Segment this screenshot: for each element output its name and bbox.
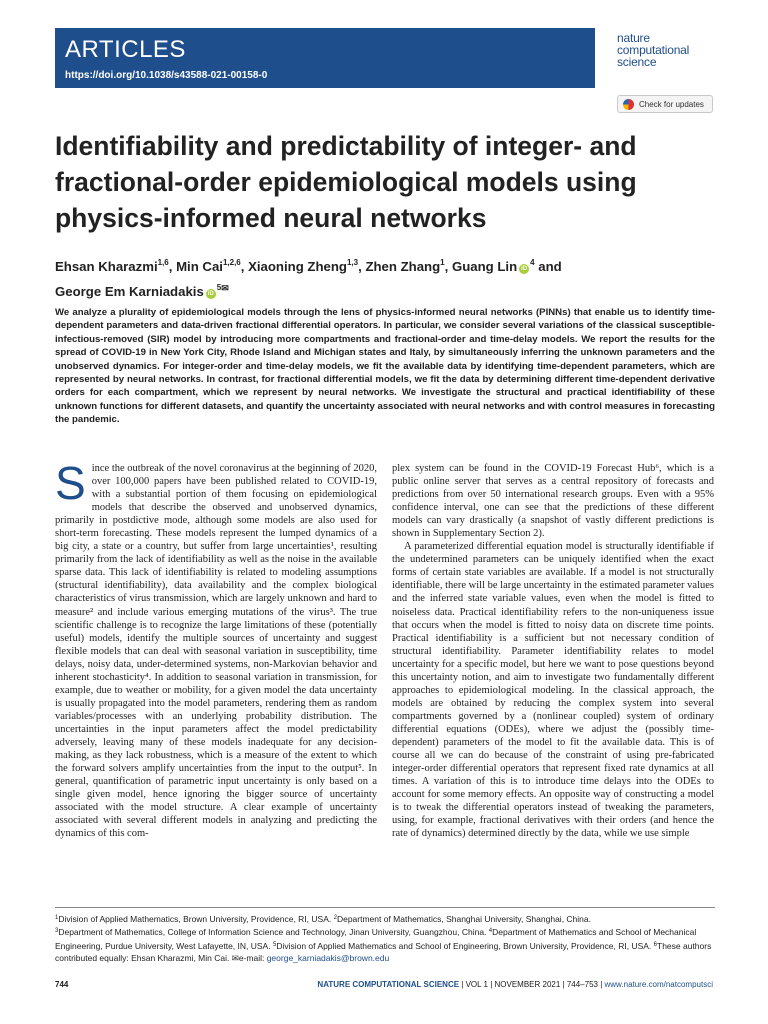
article-title: Identifiability and predictability of integer- and fractional-order epidemiological models using physics-informed neural networks: [55, 131, 637, 233]
journal-logo[interactable]: [617, 32, 727, 68]
paragraph: plex system can be found in the COVID-19 Forecast Hub⁶, which is a public online server that serves as a central repository of forecasts and predictions from over 50 international research groups. Even with a 95% confidence interval, one can see that the predictions of these different models can vary drastically (a snapshot of vastly different predictions is shown in Supplementary Section 2).: [392, 463, 714, 540]
author-affiliation: 1,3: [346, 258, 359, 267]
check-for-updates-label: Check for updates: [639, 99, 704, 109]
envelope-icon[interactable]: ✉: [221, 283, 229, 293]
author-affiliation: 4: [530, 258, 535, 267]
affiliation: Division of Applied Mathematics, Brown University, Providence, RI, USA.: [58, 914, 334, 924]
author-name[interactable]: Zhen Zhang: [365, 259, 441, 274]
logo-line-3: science: [617, 55, 657, 69]
paragraph: [55, 457, 377, 840]
affiliation: Division of Applied Mathematics and School of Engineering, Brown University, Providence, RI, USA.: [276, 940, 654, 951]
affiliation: Department of Mathematics, College of Information Science and Technology, Jinan University, Guangzhou, China.: [58, 927, 489, 938]
check-for-updates-button[interactable]: [617, 95, 713, 113]
paragraph-text: ince the outbreak of the novel coronavirus at the beginning of 2020, over 100,000 papers have been published related to COVID-19, with a substantial portion of them focusing on epidemiological models that describe the observed and unobserved dynamics, primarily in postdictive mode, although some models are also used for short-term forecasting. These models represent the lumped dynamics of a big city, a state or a country, but suffer from large uncertainties¹, resulting primarily from the lack of identifiability as well as the noise in the available sparse data. This lack of identifiability is related to modeling assumptions (structural identifiability), data availability and the complex biological characteristics of virus transmission, which are largely unknown and hard to measure² and include various emerging mutations of the virus³. The true scientific challenge is to recognize the large limitations of these (potentially useful) models, identify the multiple sources of uncertainty and suggest flexible models that can deal with seasonal variation in susceptibility, time delays, noisy data, under-determined systems, non-Markovian behavior and inherent stochasticity⁴. In addition to seasonal variation in transmission, for example, due to weather or mobility, for a given model the data uncertainty is usually propagated into the model parameters, rendering them as random variables/processes with an underlying probability distribution. The uncertainties in the input parameters affect the model predictability adversely, leaving many of these models inadequate for any decision-making, as they lack robustness, which is a measure of the extent to which the forward solvers amplify uncertainties from the input to the output⁵. In general, quantification of parametric input uncertainty is only based on a single given model, hence ignoring the bigger source of uncertainty associated with the model structure. A clear example of uncertainty associated with several different models in analyzing and predicting the dynamics of this com-: [55, 463, 377, 840]
section-banner: [55, 28, 595, 88]
footer-info: | VOL 1 | NOVEMBER 2021 | 744–753 |: [459, 980, 605, 989]
author-affiliation: 5: [216, 283, 222, 292]
crossmark-icon: [623, 99, 634, 110]
footer-journal: NATURE COMPUTATIONAL SCIENCE: [317, 980, 460, 989]
body-column-right: [392, 462, 714, 840]
author-name[interactable]: Guang Lin: [451, 259, 518, 274]
author-list: Ehsan Kharazmi$^{1,6}$, Min Cai$^{1,2,6}$, Xiaoning Zheng$^{1,3}$, Zhen Zhang$^1$, Guang Lin $iD^4$ and George Em Karniadakis $iD^{5✉}$: [55, 258, 562, 299]
body-column-left: [55, 457, 377, 840]
author-affiliation: 1,2,6: [222, 258, 241, 267]
affiliation: These authors contributed equally: Ehsan Kharazmi, Min Cai.: [55, 940, 712, 963]
affiliation: Department of Mathematics and School of Mechanical Engineering, Purdue University, West Lafayette, IN, USA.: [55, 927, 697, 951]
affiliations: $^1$Division of Applied Mathematics, Brown University, Providence, RI, USA. $^2$Department of Mathematics, Shanghai University, Shanghai, China. $^3$Department of Mathematics, College of Information Science and Technology, Jinan University, Guangzhou, China. $^4$Department of Mathematics and School of Mechanical Engineering, Purdue University, West Lafayette, IN, USA. $^5$Division of Applied Mathematics and School of Engineering, Brown University, Providence, RI, USA. $^6$These authors contributed equally: Ehsan Kharazmi, Min Cai. ✉e-mail: george_karniadakis@brown.edu: [55, 914, 712, 963]
author-name[interactable]: Xiaoning Zheng: [248, 259, 347, 274]
section-label: ARTICLES: [65, 36, 186, 63]
author-name[interactable]: Min Cai: [176, 259, 223, 274]
abstract: We analyze a plurality of epidemiological models through the lens of physics-informed neural networks (PINNs) that enable us to identify time-dependent parameters and data-driven fractional differential operators. In particular, we consider several variations of the classical susceptible-infectious-removed (SIR) model by introducing more compartments and fractional-order and time-delay models. We report the results for the spread of COVID-19 in New York City, Rhode Island and Michigan states and Italy, by simultaneously inferring the unknown parameters and the unobserved dynamics. For integer-order and time-delay models, we fit the available data by identifying time-dependent parameters, which are represented by neural networks. In contrast, for fractional differential models, we fit the data by determining different time-dependent derivative orders for each compartment, which we represent by neural networks. We investigate the structural and practical identifiability of these unknown functions for different datasets, and quantify the uncertainty associated with neural networks and with control measures in forecasting the pandemic.: [55, 307, 715, 426]
affiliation: Department of Mathematics, Shanghai University, Shanghai, China.: [336, 914, 591, 924]
footnote-divider: [55, 907, 715, 908]
author-affiliation: 1: [440, 258, 445, 267]
email-link[interactable]: george_karniadakis@brown.edu: [266, 952, 390, 963]
authors-conjunction: and: [538, 259, 562, 274]
page-number: 744: [55, 980, 69, 989]
orcid-icon[interactable]: iD: [207, 291, 214, 297]
paragraph: A parameterized differential equation model is structurally identifiable if the undetermined parameters can be uniquely identified when the exact forms of certain state variables are available. If a model is not structurally identifiable, there will be large uncertainty in the estimated parameter values and the inferred state variable values, even when the model is fitted to noiseless data. Practical identifiability refers to the non-uniqueness issue that occurs when the model is fitted to noisy data on discrete time points. Practical identifiability is a sufficient but not necessary condition of structural identifiability. Parameter identifiability relates to model uncertainty for a specific model, but here we want to pose questions beyond this uncertainty notion, and aim to investigate two fundamentally different approaches to epidemiological modeling. In the classical approach, the models are obtained by reducing the complex system into several compartments governed by a (nonlinear coupled) system of ordinary differential equations (ODEs), where we adjust the (possibly time-dependent) parameters of the model to fit the available data. This is of course all we can do because of the constraint of using pre-fabricated integer-order differential operators that represent fixed rate dynamics at all times. A variation of this is to introduce time delays into the ODEs to account for some memory effects. An opposite way of constructing a model is to tweak the differential operators instead of tweaking the parameters, using, for example, fractional derivatives with their orders (and hence the rate of dynamics) determined directly by the data, while we use simple: [392, 541, 714, 840]
doi-link[interactable]: https://doi.org/10.1038/s43588-021-00158-0: [65, 70, 268, 81]
envelope-icon: ✉: [231, 952, 239, 963]
logo-line-2: computational: [617, 43, 690, 57]
email-label: e-mail:: [238, 952, 267, 963]
footer-url[interactable]: www.nature.com/natcomputsci: [604, 980, 713, 989]
author-name[interactable]: Ehsan Kharazmi: [55, 259, 158, 274]
footer-citation: [317, 980, 713, 989]
author-affiliation: 1,6: [157, 258, 169, 267]
logo-line-1: nature: [617, 31, 650, 45]
author-name[interactable]: George Em Karniadakis: [55, 284, 204, 299]
orcid-icon[interactable]: iD: [521, 266, 528, 272]
drop-cap: S: [55, 457, 86, 509]
